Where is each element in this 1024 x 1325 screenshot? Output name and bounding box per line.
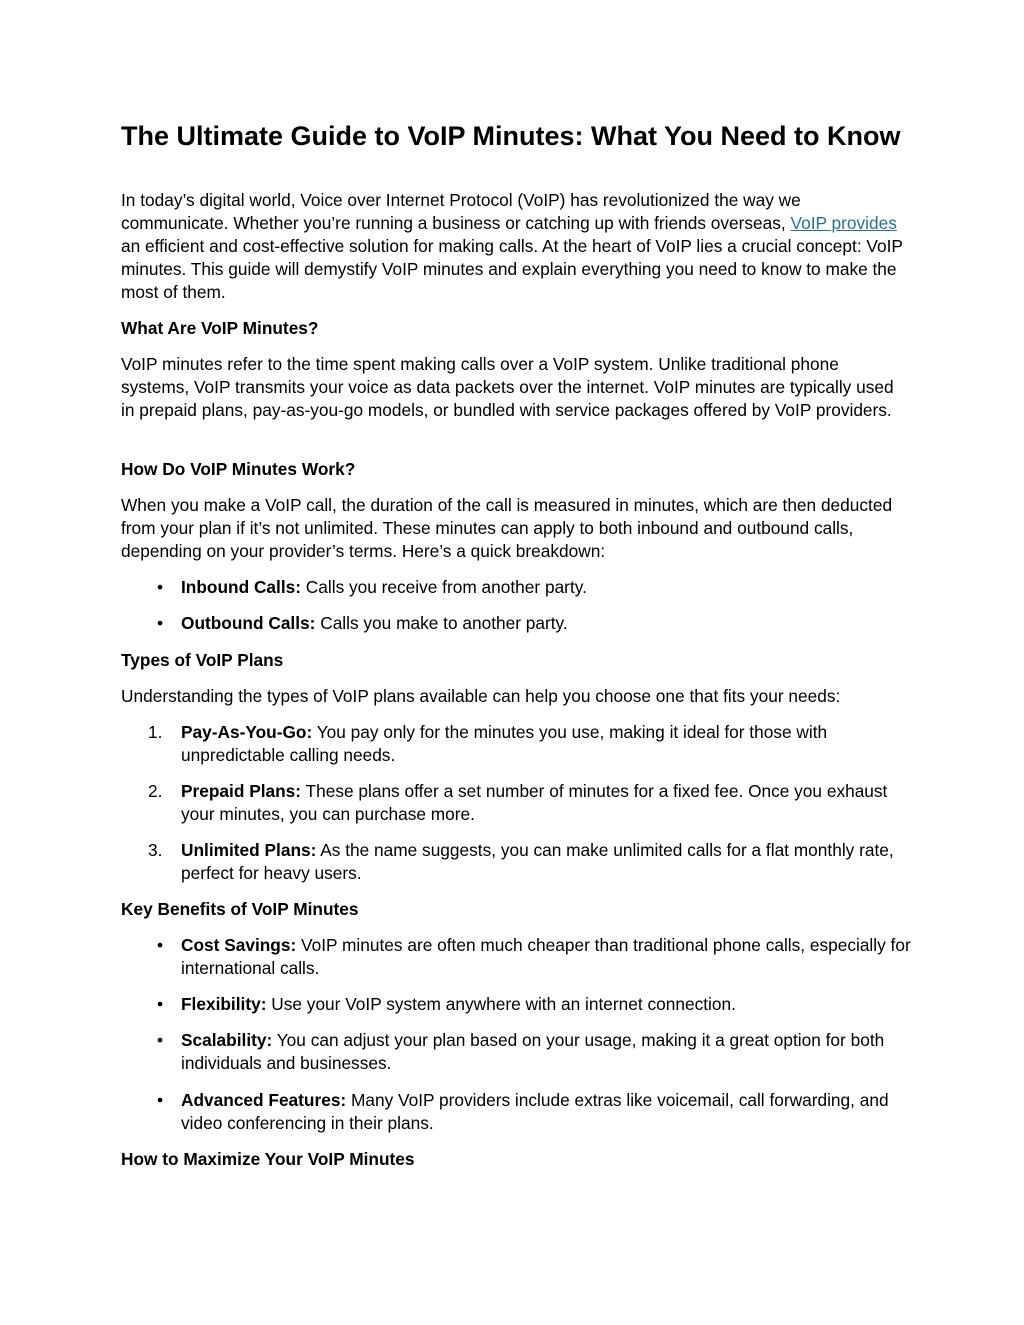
list-item-label: Advanced Features: [181,1090,347,1110]
page-title: The Ultimate Guide to VoIP Minutes: What You Need to Know [121,121,901,151]
what-are-voip-minutes-paragraph: VoIP minutes refer to the time spent making calls over a VoIP system. Unlike traditional phone systems, VoIP transmits your voice as data packets over the internet. VoIP minutes are typically used in prepaid plans, pay-as-you-go models, or bundled with service packages offered by VoIP providers. [121,354,894,420]
list-item-text: These plans offer a set number of minutes for a fixed fee. Once you exhaust your minutes, you can purchase more. [181,781,888,824]
list-item-label: Cost Savings: [181,935,297,955]
list-item-outbound-calls [156,612,911,635]
heading-key-benefits: Key Benefits of VoIP Minutes [121,899,359,919]
bullet-marker: • [156,994,164,1014]
list-item-text: You can adjust your plan based on your usage, making it a great option for both individuals and businesses. [181,1030,885,1073]
voip-provides-link[interactable]: VoIP provides [790,213,897,233]
list-item-advanced-features [156,1089,911,1135]
list-item-flexibility [156,993,911,1016]
list-item-label: Prepaid Plans: [181,781,302,801]
list-item-prepaid-plans [148,780,911,826]
bullet-marker: • [156,1090,164,1110]
intro-paragraph [121,189,911,304]
heading-how-do-voip-minutes-work: How Do VoIP Minutes Work? [121,459,356,479]
intro-text-end: an efficient and cost-effective solution for making calls. At the heart of VoIP lies a crucial concept: VoIP minutes. This guide will demystify VoIP minutes and explain everything you need to know to make the most of them. [121,236,903,302]
list-number: 3. [148,840,163,860]
heading-types-of-voip-plans: Types of VoIP Plans [121,650,284,670]
list-item-text: Calls you make to another party. [315,613,568,633]
list-item-label: Unlimited Plans: [181,840,317,860]
list-item-label: Inbound Calls: [181,577,301,597]
list-item-text: As the name suggests, you can make unlimited calls for a flat monthly rate, perfect for heavy users. [181,840,894,883]
bullet-marker: • [156,613,164,633]
types-of-voip-plans-paragraph: Understanding the types of VoIP plans available can help you choose one that fits your needs: [121,686,841,706]
list-item-pay-as-you-go [148,721,911,767]
list-item-label: Outbound Calls: [181,613,316,633]
list-item-cost-savings [156,934,911,980]
list-item-scalability [156,1029,911,1075]
heading-how-to-maximize: How to Maximize Your VoIP Minutes [121,1149,415,1169]
list-item-text: You pay only for the minutes you use, making it ideal for those with unpredictable calling needs. [181,722,828,765]
heading-what-are-voip-minutes: What Are VoIP Minutes? [121,318,319,338]
list-number: 1. [148,722,163,742]
list-item-text: Many VoIP providers include extras like voicemail, call forwarding, and video conferencing in their plans. [181,1090,889,1133]
list-item-label: Scalability: [181,1030,273,1050]
list-item-inbound-calls [156,576,911,599]
how-voip-minutes-work-paragraph: When you make a VoIP call, the duration of the call is measured in minutes, which are then deducted from your plan if it’s not unlimited. These minutes can apply to both inbound and outbound calls, depending on your provider’s terms. Here’s a quick breakdown: [121,495,893,561]
list-item-label: Flexibility: [181,994,267,1014]
list-item-label: Pay-As-You-Go: [181,722,313,742]
list-item-unlimited-plans [148,839,911,885]
bullet-marker: • [156,577,164,597]
list-item-text: Calls you receive from another party. [301,577,587,597]
list-item-text: Use your VoIP system anywhere with an internet connection. [266,994,736,1014]
intro-text-start: In today’s digital world, Voice over Internet Protocol (VoIP) has revolutionized the way we communicate. Whether you’re running a business or catching up with friends overseas, [121,190,801,233]
bullet-marker: • [156,1030,164,1050]
list-item-text: VoIP minutes are often much cheaper than traditional phone calls, especially for international calls. [181,935,911,978]
bullet-marker: • [156,935,164,955]
list-number: 2. [148,781,163,801]
